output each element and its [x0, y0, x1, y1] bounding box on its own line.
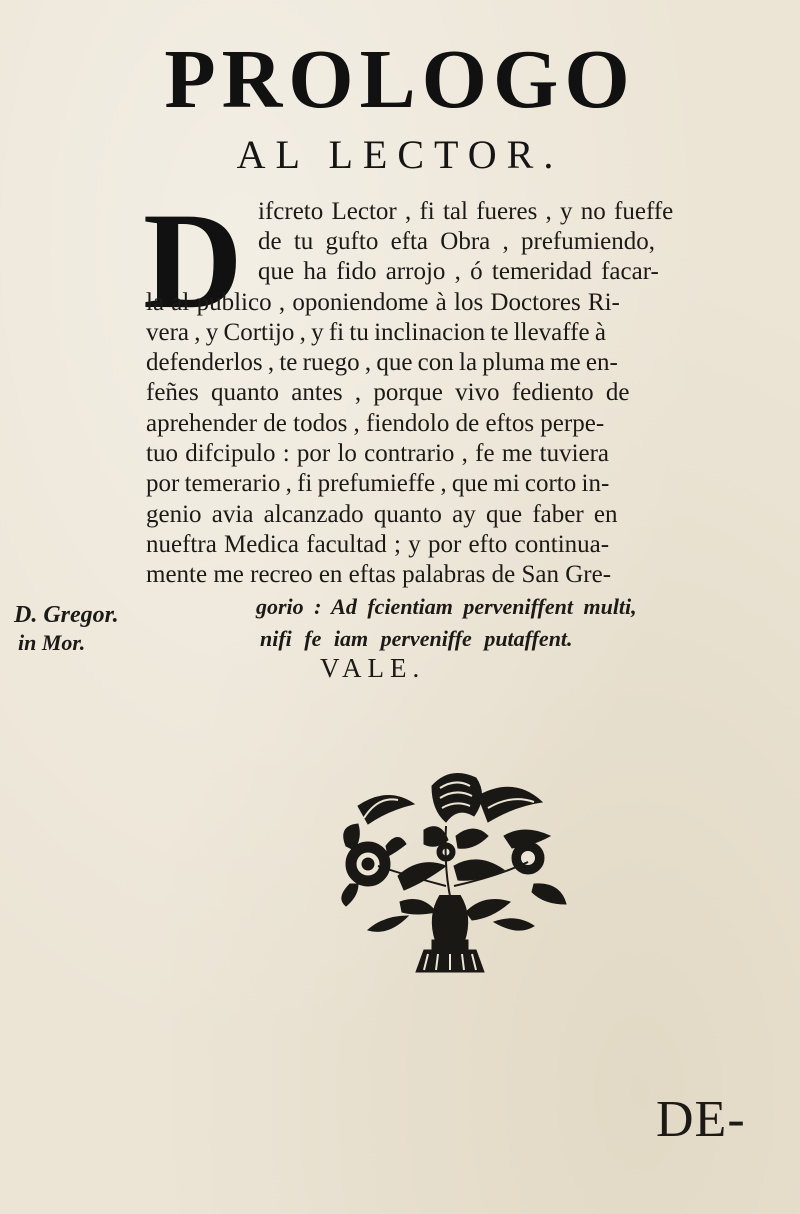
text-line-9: tuo difcipulo : por lo contrario , fe me tuviera [146, 440, 610, 467]
text-line-3: que ha fido arrojo , ó temeridad facar- [258, 258, 659, 285]
drop-cap: D [143, 184, 243, 337]
text-line-5: vera , y Cortijo , y fi tu inclinacion te llevaffe à [146, 319, 606, 346]
text-line-14: gorio : Ad fcientiam perveniffent multi, [256, 594, 637, 619]
text-line-4: la al publico , oponiendome à los Doctores Ri- [146, 289, 620, 316]
catchword: DE- [656, 1091, 746, 1148]
text-line-1: ifcreto Lector , fi tal fueres , y no fueffe [258, 198, 674, 225]
text-line-11: genio avia alcanzado quanto ay que faber en [146, 501, 618, 528]
floral-vignette-icon [328, 766, 572, 976]
text-line-7: feñes quanto antes , porque vivo fediento de [146, 379, 630, 406]
text-line-8: aprehender de todos , fiendolo de eftos perpe- [146, 410, 605, 437]
page-title: PROLOGO [164, 33, 636, 126]
text-line-2: de tu gufto efta Obra , prefumiendo, [258, 228, 655, 255]
text-line-6: defenderlos , te ruego , que con la pluma me en- [146, 349, 618, 376]
marginal-note-line-1: D. Gregor. [14, 602, 119, 628]
text-line-10: por temerario , fi prefumieffe , que mi corto in- [146, 470, 610, 497]
text-line-13: mente me recreo en eftas palabras de San Gre- [146, 561, 612, 588]
text-line-15: nifi fe iam perveniffe putaffent. [260, 626, 573, 651]
page-subtitle: AL LECTOR. [236, 132, 564, 177]
closing-vale: VALE. [320, 653, 426, 683]
marginal-note-line-2: in Mor. [18, 630, 86, 655]
text-line-12: nueftra Medica facultad ; y por efto continua- [146, 531, 610, 558]
